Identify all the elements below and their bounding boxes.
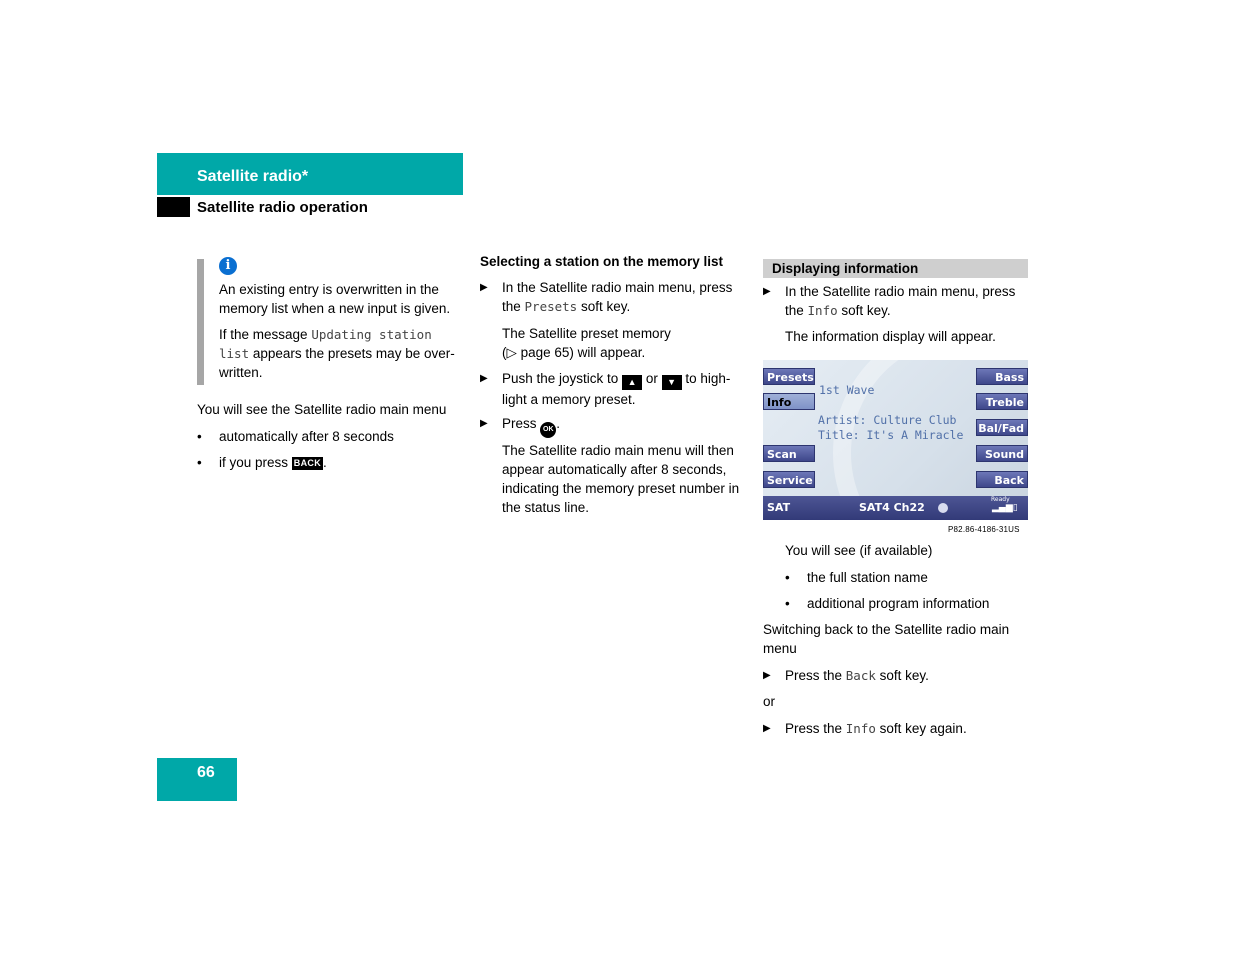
note-paragraph-2: If the message Updating station list appears the presets may be over-written.	[219, 327, 455, 380]
figure-code: P82.86-4186-31US	[948, 525, 1020, 534]
info-softkey[interactable]: Info	[763, 393, 815, 410]
info-section-heading: Displaying information	[763, 259, 1028, 278]
memory-list-heading: Selecting a station on the memory list	[480, 254, 724, 269]
station-name: 1st Wave	[819, 383, 875, 397]
artist-line: Artist: Culture Club	[818, 413, 957, 427]
note-paragraph-1: An existing entry is overwritten in the memory list when a new input is given.	[219, 282, 451, 316]
status-line	[763, 496, 1028, 520]
instruction-step: ▶ Push the joystick to ▲ or ▼ to high- light a memory preset.	[480, 371, 731, 407]
arrow-icon: ▶	[480, 373, 488, 384]
section-title: Satellite radio*	[197, 168, 309, 185]
status-ready: Ready	[991, 496, 1010, 503]
arrow-icon: ▶	[763, 723, 771, 734]
disc-icon	[938, 503, 948, 513]
arrow-icon: ▶	[763, 670, 771, 681]
arrow-icon: ▶	[480, 418, 488, 429]
subsection-title: Satellite radio operation	[197, 199, 368, 216]
joystick-down-icon: ▼	[662, 375, 682, 390]
radio-info-display	[763, 360, 1028, 520]
ok-button-icon: OK	[540, 422, 556, 438]
back-softkey-label: Back	[845, 668, 876, 683]
joystick-up-icon: ▲	[622, 375, 642, 390]
subsection-marker	[157, 197, 190, 217]
back-softkey[interactable]: Back	[976, 471, 1028, 488]
instruction-step: ▶ In the Satellite radio main menu, press the Info soft key.	[763, 284, 1016, 318]
step-result: The Satellite preset memory (▷ page 65) will appear.	[502, 326, 671, 360]
or-text: or	[763, 694, 776, 709]
status-channel: SAT4 Ch22	[859, 501, 925, 514]
info-softkey-label: Info	[845, 721, 876, 736]
instruction-step: ▶ In the Satellite radio main menu, press the Presets soft key.	[480, 280, 733, 314]
note-sidebar	[197, 259, 204, 385]
back-key-icon: BACK	[293, 458, 321, 468]
step-result: The information display will appear.	[785, 329, 996, 344]
scan-softkey[interactable]: Scan	[763, 445, 815, 462]
status-sat: SAT	[767, 501, 791, 514]
updating-station-list-message: Updating station list	[219, 327, 432, 361]
instruction-step: ▶ Press the Back soft key.	[763, 668, 929, 683]
instruction-step: ▶ Press the Info soft key again.	[763, 721, 967, 736]
service-softkey[interactable]: Service	[763, 471, 815, 488]
balfad-softkey[interactable]: Bal/Fad	[976, 419, 1028, 436]
info-softkey-label: Info	[807, 303, 838, 318]
step-result: The Satellite radio main menu will then appear automatically after 8 seconds, indicating the memory preset number in the status line.	[502, 443, 740, 515]
info-icon: i	[219, 257, 237, 275]
presets-softkey[interactable]: Presets	[763, 368, 815, 385]
bass-softkey[interactable]: Bass	[976, 368, 1028, 385]
sound-softkey[interactable]: Sound	[976, 445, 1028, 462]
signal-strength-icon: ▂▄▆▯	[992, 503, 1018, 513]
instruction-step: ▶ Press OK .	[480, 414, 748, 438]
note-text	[219, 280, 469, 382]
arrow-icon: ▶	[763, 286, 771, 297]
main-menu-intro: You will see the Satellite radio main menu	[197, 402, 447, 417]
treble-softkey[interactable]: Treble	[976, 393, 1028, 410]
see-intro: You will see (if available)	[785, 543, 933, 558]
title-line: Title: It's A Miracle	[818, 428, 964, 442]
switch-back-text: Switching back to the Satellite radio main menu	[763, 622, 1010, 656]
arrow-icon: ▶	[480, 282, 488, 293]
presets-softkey-label: Presets	[524, 299, 578, 314]
page-number: 66	[197, 764, 215, 781]
